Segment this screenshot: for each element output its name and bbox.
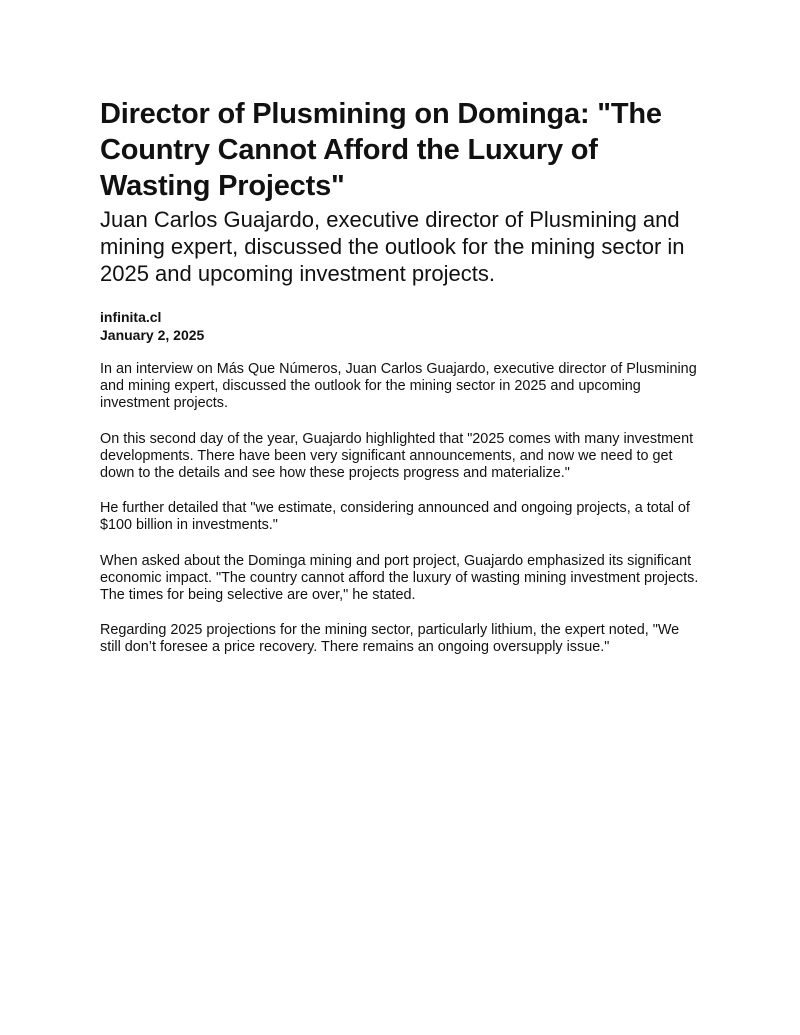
article-paragraph: When asked about the Dominga mining and port project, Guajardo emphasized its significant economic impact. "The country cannot afford the luxury of wasting mining investment projects. The times for being selective are over," he stated. xyxy=(100,552,699,604)
article-paragraph: Regarding 2025 projections for the mining sector, particularly lithium, the expert noted, "We still don’t foresee a price recovery. There remains an ongoing oversupply issue." xyxy=(100,622,680,656)
article-source: infinita.cl xyxy=(100,309,162,325)
article-headline: Director of Plusmining on Dominga: "The Country Cannot Afford the Luxury of Wasting Projects" xyxy=(100,98,662,202)
article-date: January 2, 2025 xyxy=(100,327,205,343)
article xyxy=(100,96,700,675)
article-paragraph: He further detailed that "we estimate, considering announced and ongoing projects, a total of $100 billion in investments." xyxy=(100,500,690,534)
article-paragraph: On this second day of the year, Guajardo highlighted that "2025 comes with many investment developments. There have been very significant announcements, and now we need to get down to the details and see how these projects progress and materialize." xyxy=(100,430,694,482)
article-paragraph: In an interview on Más Que Números, Juan Carlos Guajardo, executive director of Plusmining and mining expert, discussed the outlook for the mining sector in 2025 and upcoming investment projects. xyxy=(100,361,697,412)
article-meta xyxy=(100,308,700,344)
article-subheadline: Juan Carlos Guajardo, executive director of Plusmining and mining expert, discussed the outlook for the mining sector in 2025 and upcoming investment projects. xyxy=(100,207,685,286)
article-body xyxy=(100,361,700,657)
